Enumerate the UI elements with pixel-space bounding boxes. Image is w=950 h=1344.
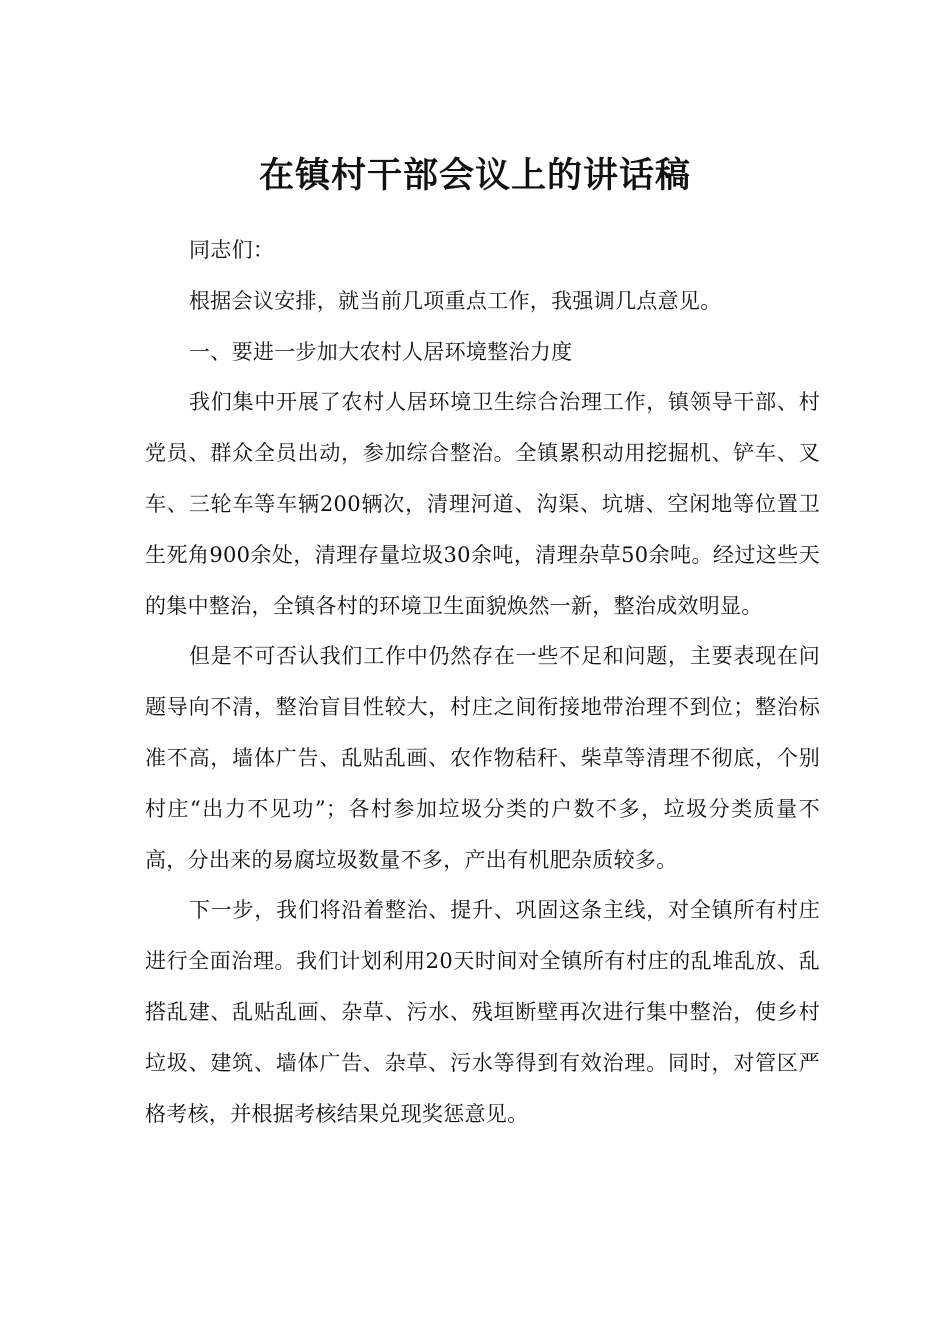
intro-paragraph: 根据会议安排，就当前几项重点工作，我强调几点意见。 xyxy=(189,288,722,313)
body-paragraph: 但是不可否认我们工作中仍然存在一些不足和问题，主要表现在问题导向不清，整治盲目性较大，村庄之间衔接地带治理不到位；整治标准不高，墙体广告、乱贴乱画、农作物秸秆、柴草等清理不彻底，个别村庄“出力不见功”；各村参加垃圾分类的户数不多，垃圾分类质量不高，分出来的易腐垃圾数量不多，产出有机肥杂质较多。 xyxy=(145,644,820,872)
salutation-paragraph: 同志们： xyxy=(189,238,275,262)
body-paragraph: 我们集中开展了农村人居环境卫生综合治理工作，镇领导干部、村党员、群众全员出动，参加综合整治。全镇累积动用挖掘机、铲车、叉车、三轮车等车辆200辆次，清理河道、沟渠、坑塘、空闲地等位置卫生死角900余处，清理存量垃圾30余吨，清理杂草50余吨。经过这些天的集中整治，全镇各村的环境卫生面貌焕然一新，整治成效明显。 xyxy=(145,390,820,618)
body-paragraph: 下一步，我们将沿着整治、提升、巩固这条主线，对全镇所有村庄进行全面治理。我们计划利用20天时间对全镇所有村庄的乱堆乱放、乱搭乱建、乱贴乱画、杂草、污水、残垣断壁再次进行集中整治，使乡村垃圾、建筑、墙体广告、杂草、污水等得到有效治理。同时，对管区严格考核，并根据考核结果兑现奖惩意见。 xyxy=(145,898,820,1126)
document-body xyxy=(145,225,820,1139)
document-title: 在镇村干部会议上的讲话稿 xyxy=(258,155,691,197)
section-heading: 一、要进一步加大农村人居环境整治力度 xyxy=(189,339,573,364)
